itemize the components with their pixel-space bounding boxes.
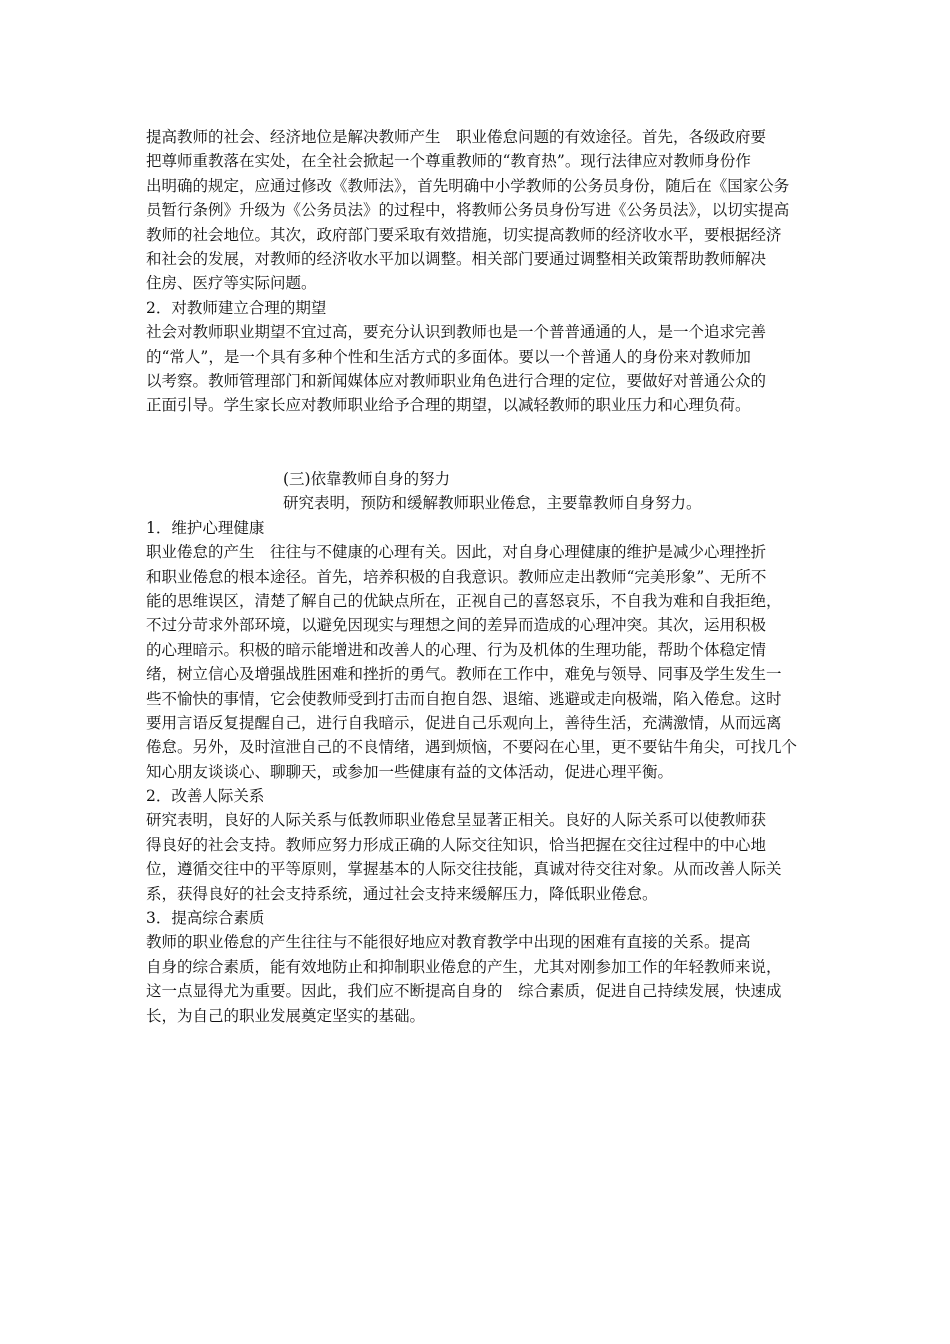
paragraph-line: 得良好的社会支持。教师应努力形成正确的人际交往知识，恰当把握在交往过程中的中心地 bbox=[146, 835, 767, 854]
paragraph-line: 的心理暗示。积极的暗示能增进和改善人的心理、行为及机体的生理功能，帮助个体稳定情 bbox=[146, 640, 767, 659]
paragraph-line: 以考察。教师管理部门和新闻媒体应对教师职业角色进行合理的定位，要做好对普通公众的 bbox=[146, 371, 767, 390]
paragraph-line: 正面引导。学生家长应对教师职业给予合理的期望，以减轻教师的职业压力和心理负荷。 bbox=[146, 396, 751, 415]
paragraph-line: 提高教师的社会、经济地位是解决教师产生 职业倦怠问题的有效途径。首先，各级政府要 bbox=[146, 128, 767, 146]
paragraph-line: 住房、医疗等实际问题。 bbox=[146, 274, 317, 293]
paragraph-line: 些不愉快的事情，它会使教师受到打击而自抱自怨、退缩、逃避或走向极端，陷入倦怠。这时 bbox=[146, 689, 782, 708]
paragraph-line: 和社会的发展，对教师的经济收水平加以调整。相关部门要通过调整相关政策帮助教师解决 bbox=[146, 249, 767, 268]
section-heading: (三)依靠教师自身的努力 bbox=[283, 470, 451, 488]
subheading: 1．维护心理健康 bbox=[146, 518, 265, 537]
paragraph-line: 出明确的规定，应通过修改《教师法》，首先明确中小学教师的公务员身份，随后在《国家公务 bbox=[146, 176, 790, 195]
subheading: 2．改善人际关系 bbox=[146, 787, 265, 806]
paragraph-line: 知心朋友谈谈心、聊聊天，或参加一些健康有益的文体活动，促进心理平衡。 bbox=[146, 762, 674, 781]
paragraph-line: 研究表明，良好的人际关系与低教师职业倦怠呈显著正相关。良好的人际关系可以使教师获 bbox=[146, 811, 767, 830]
paragraph-line: 教师的社会地位。其次，政府部门要采取有效措施，切实提高教师的经济收水平，要根据经济 bbox=[146, 225, 782, 244]
paragraph-line: 这一点显得尤为重要。因此，我们应不断提高自身的 综合素质，促进自己持续发展，快速成 bbox=[146, 982, 782, 1001]
paragraph-line: 员暂行条例》升级为《公务员法》的过程中，将教师公务员身份写进《公务员法》，以切实提高 bbox=[146, 201, 790, 220]
paragraph-line: 不过分苛求外部环境，以避免因现实与理想之间的差异而造成的心理冲突。其次，运用积极 bbox=[146, 616, 767, 635]
paragraph-line: 倦怠。另外，及时渲泄自己的不良情绪，遇到烦恼，不要闷在心里，更不要钻牛角尖，可找几个 bbox=[146, 738, 798, 757]
paragraph-line: 位，遵循交往中的平等原则，掌握基本的人际交往技能，真诚对待交往对象。从而改善人际关 bbox=[146, 860, 782, 879]
paragraph-line: 能的思维误区，清楚了解自己的优缺点所在，正视自己的喜怒哀乐，不自我为难和自我拒绝， bbox=[146, 591, 782, 610]
paragraph-line: 自身的综合素质，能有效地防止和抑制职业倦怠的产生，尤其对刚参加工作的年轻教师来说， bbox=[146, 957, 782, 976]
paragraph-line: 长，为自己的职业发展奠定坚实的基础。 bbox=[146, 1006, 426, 1025]
paragraph-line: 职业倦怠的产生 往往与不健康的心理有关。因此，对自身心理健康的维护是减少心理挫折 bbox=[146, 543, 767, 562]
subheading: 2．对教师建立合理的期望 bbox=[146, 298, 327, 317]
paragraph-line: 的“常人”，是一个具有多种个性和生活方式的多面体。要以一个普通人的身份来对教师加 bbox=[146, 347, 751, 366]
paragraph-line: 系，获得良好的社会支持系统，通过社会支持来缓解压力，降低职业倦怠。 bbox=[146, 884, 658, 903]
section-intro: 研究表明，预防和缓解教师职业倦怠，主要靠教师自身努力。 bbox=[283, 494, 702, 513]
subheading: 3．提高综合素质 bbox=[146, 909, 265, 928]
paragraph-line: 和职业倦怠的根本途径。首先，培养积极的自我意识。教师应走出教师“完美形象”、无所不 bbox=[146, 567, 767, 586]
text-block-improve-status bbox=[146, 125, 818, 418]
paragraph-line: 要用言语反复提醒自己，进行自我暗示，促进自己乐观向上，善待生活，充满激情，从而远离 bbox=[146, 713, 782, 732]
paragraph-line: 教师的职业倦怠的产生往往与不能很好地应对教育教学中出现的困难有直接的关系。提高 bbox=[146, 933, 751, 952]
text-block-self-effort bbox=[146, 467, 818, 1028]
paragraph-line: 把尊师重教落在实处，在全社会掀起一个尊重教师的“教育热”。现行法律应对教师身份作 bbox=[146, 152, 751, 171]
paragraph-line: 社会对教师职业期望不宜过高，要充分认识到教师也是一个普普通通的人，是一个追求完善 bbox=[146, 323, 767, 342]
paragraph-line: 绪，树立信心及增强战胜困难和挫折的勇气。教师在工作中，难免与领导、同事及学生发生一 bbox=[146, 665, 782, 684]
